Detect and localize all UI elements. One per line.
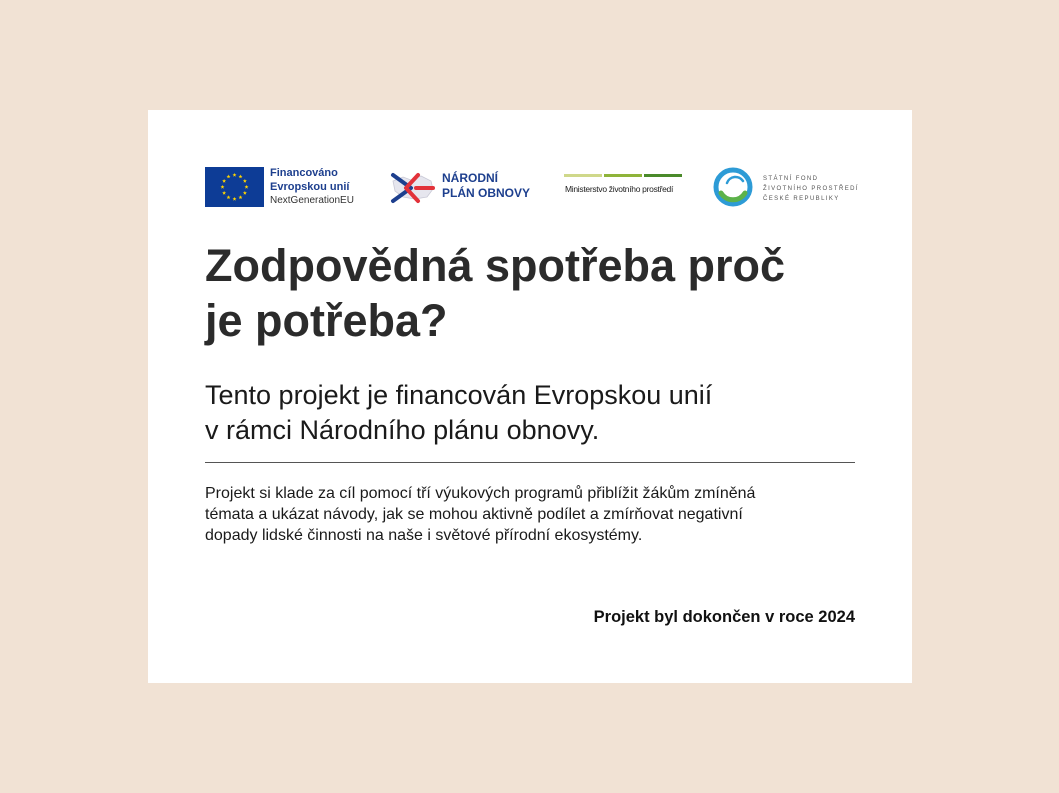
eu-logo-line3: NextGenerationEU <box>270 195 354 206</box>
sfzp-logo-line3: ČESKÉ REPUBLIKY <box>763 196 840 202</box>
eu-logo-text <box>270 166 354 208</box>
npo-logo-text <box>442 171 530 201</box>
eu-logo-line2: Evropskou unií <box>270 181 350 193</box>
partner-logos <box>205 164 859 210</box>
npo-logo-line1: NÁRODNÍ <box>442 171 498 185</box>
mzp-logo <box>564 174 686 204</box>
mzp-logo-label: Ministerstvo životního prostředí <box>565 184 674 194</box>
sfzp-logo-line2: ŽIVOTNÍHO PROSTŘEDÍ <box>763 186 859 192</box>
sfzp-logo-text <box>763 174 859 204</box>
eu-logo-line1: Financováno <box>270 167 338 179</box>
sfzp-circle-icon <box>713 167 753 207</box>
npo-logo <box>387 167 547 209</box>
info-card <box>148 110 912 683</box>
mzp-bars-icon <box>564 174 682 177</box>
npo-logo-line2: PLÁN OBNOVY <box>442 186 531 200</box>
page-title: Zodpovědná spotřeba proč je potřeba? <box>205 240 786 346</box>
sfzp-logo <box>713 167 858 209</box>
completion-note: Projekt byl dokončen v roce 2024 <box>593 608 855 626</box>
npo-mark-icon <box>387 167 439 209</box>
eu-flag-icon <box>205 167 264 207</box>
sfzp-logo-line1: STÁTNÍ FOND <box>763 176 819 182</box>
divider <box>205 462 855 463</box>
project-description: Projekt si klade za cíl pomocí tří výukových programů přiblížit žákům zmíněná témata a ukázat návody, jak se mohou aktivně podílet a zmírňovat negativní dopady lidské činnosti na naše i světové přírodní ekosystémy. <box>205 485 756 544</box>
page-subtitle: Tento projekt je financován Evropskou unií v rámci Národního plánu obnovy. <box>205 380 713 445</box>
